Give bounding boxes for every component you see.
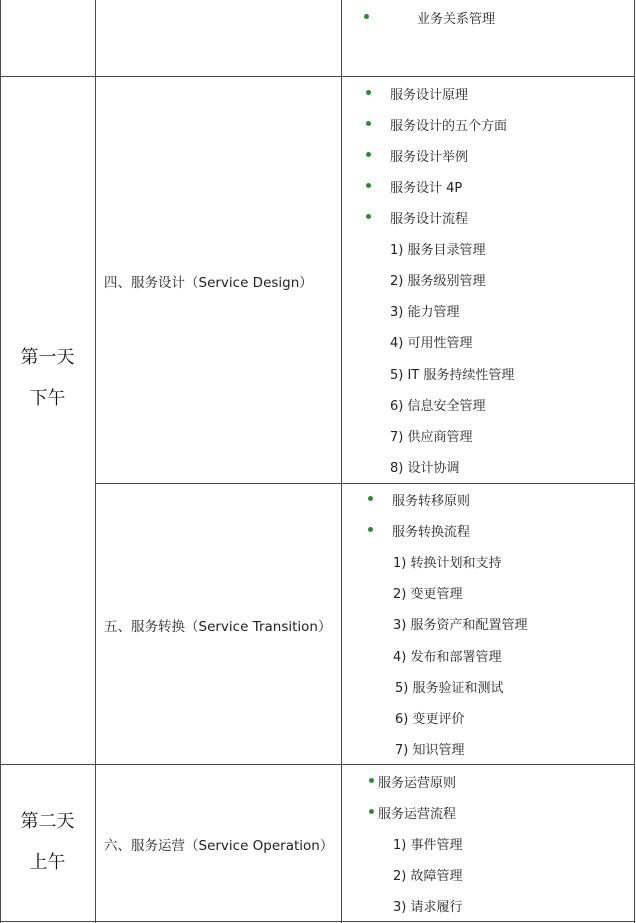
topic-item: 服务转移原则 (392, 494, 471, 509)
table-column-divider-1 (95, 0, 96, 923)
module-title: 六、服务运营（Service Operation） (104, 838, 334, 854)
row-divider-day1-day2 (0, 764, 635, 765)
module-title: 五、服务转换（Service Transition） (104, 619, 332, 635)
topic-item: 服务设计原理 (390, 88, 469, 103)
topic-item: 服务运营流程 (378, 807, 457, 822)
bullet-icon (366, 183, 371, 188)
subtopic-item: 4) 发布和部署管理 (393, 650, 502, 665)
bullet-icon (369, 778, 374, 783)
bullet-icon (364, 14, 369, 19)
bullet-icon (366, 121, 371, 126)
day-label-line1: 第一天 (20, 347, 75, 368)
topic-item: 服务设计举例 (390, 150, 469, 165)
topic-item: 业务关系管理 (417, 12, 496, 27)
topic-item: 服务转换流程 (392, 525, 471, 540)
subtopic-item: 3) 能力管理 (390, 305, 460, 320)
day-label (0, 801, 95, 883)
bullet-icon (366, 90, 371, 95)
subtopic-item: 2) 变更管理 (393, 587, 463, 602)
bullet-icon (366, 152, 371, 157)
subtopic-item: 3) 服务资产和配置管理 (393, 618, 528, 633)
topic-item: 服务运营原则 (378, 776, 457, 791)
table-border-right (634, 0, 635, 923)
table-border-bottom (0, 921, 635, 922)
module-title: 四、服务设计（Service Design） (104, 275, 313, 291)
topic-item: 服务设计 4P (390, 181, 463, 196)
subtopic-item: 4) 可用性管理 (390, 336, 473, 351)
subtopic-item: 5) 服务验证和测试 (395, 681, 504, 696)
day-label-line2: 下午 (29, 388, 66, 409)
bullet-icon (368, 527, 373, 532)
subtopic-item: 1) 转换计划和支持 (393, 556, 502, 571)
bullet-icon (369, 809, 374, 814)
day-label (0, 337, 95, 419)
subtopic-item: 1) 事件管理 (393, 838, 463, 853)
table-column-divider-2 (341, 0, 342, 923)
row-divider-design-transition (95, 483, 635, 484)
bullet-icon (366, 214, 371, 219)
row-divider-top (0, 76, 635, 77)
topic-item: 服务设计的五个方面 (390, 119, 508, 134)
subtopic-item: 8) 设计协调 (390, 461, 460, 476)
table-border-left (0, 0, 1, 923)
subtopic-item: 6) 变更评价 (395, 712, 465, 727)
subtopic-item: 3) 请求履行 (393, 900, 463, 915)
subtopic-item: 1) 服务目录管理 (390, 243, 486, 258)
subtopic-item: 2) 服务级别管理 (390, 274, 486, 289)
subtopic-item: 2) 故障管理 (393, 869, 463, 884)
day-label-line1: 第二天 (20, 811, 75, 832)
subtopic-item: 7) 供应商管理 (390, 430, 473, 445)
bullet-icon (368, 496, 373, 501)
subtopic-item: 6) 信息安全管理 (390, 399, 486, 414)
topic-item: 服务设计流程 (390, 212, 469, 227)
day-label-line2: 上午 (29, 852, 66, 873)
subtopic-item: 5) IT 服务持续性管理 (390, 368, 515, 383)
subtopic-item: 7) 知识管理 (395, 743, 465, 758)
